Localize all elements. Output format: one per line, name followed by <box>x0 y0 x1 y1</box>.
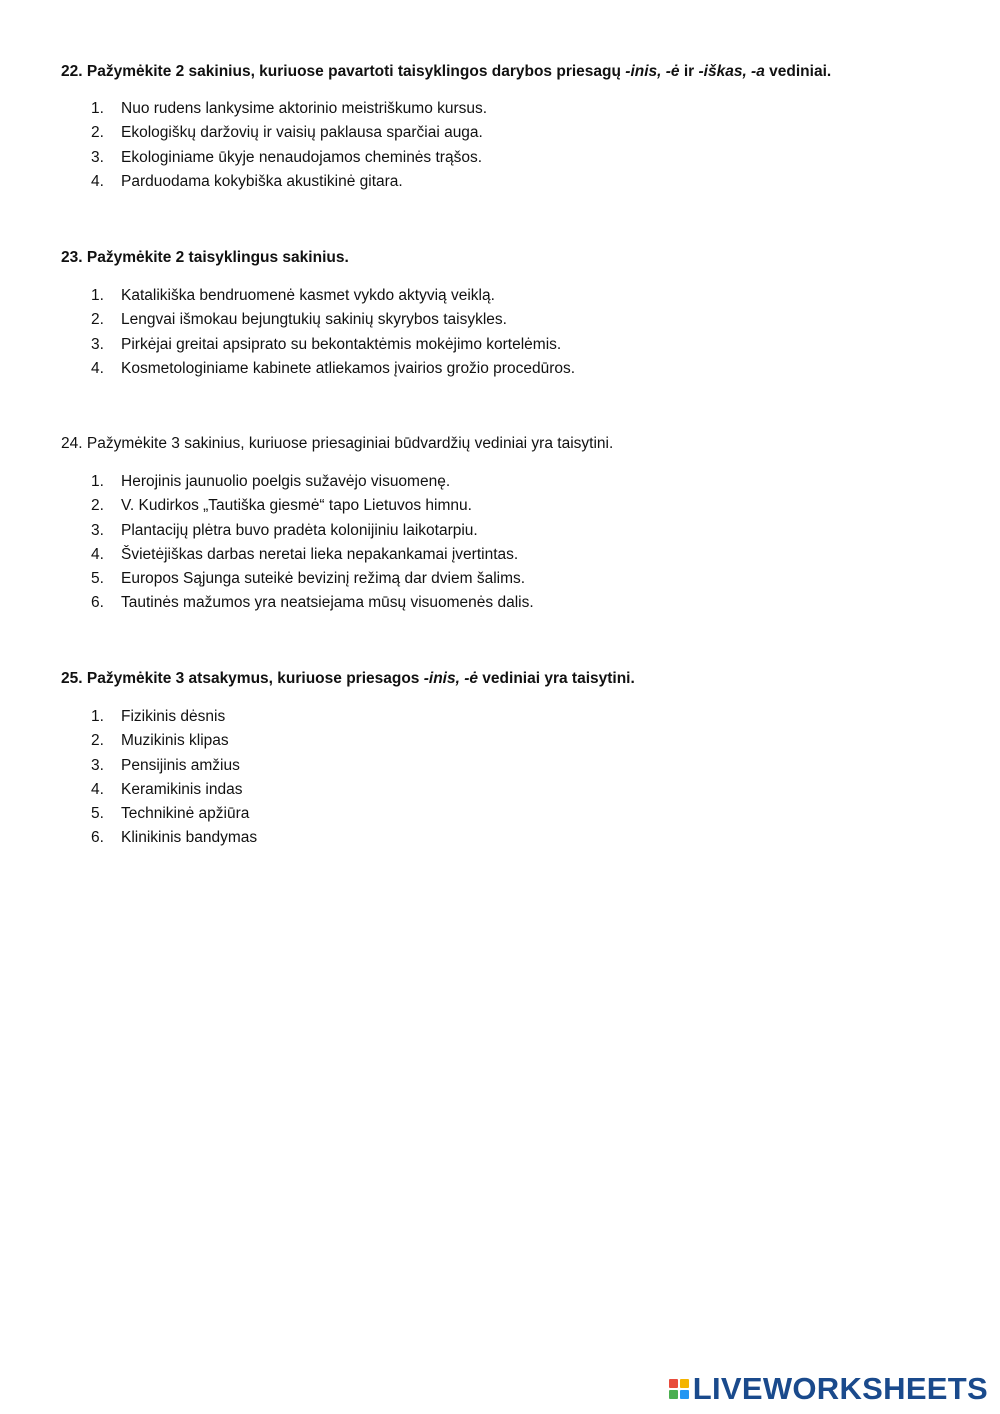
question-23-options <box>91 284 575 381</box>
option-number: 1. <box>91 708 104 725</box>
logo-square <box>680 1390 689 1399</box>
option-number: 2. <box>91 124 104 142</box>
question-25-options <box>91 705 257 851</box>
option-item <box>91 308 575 332</box>
option-item <box>91 729 257 753</box>
question-text: vediniai. <box>764 63 832 80</box>
question-22-heading <box>61 62 940 82</box>
option-text: Kosmetologiniame kabinete atliekamos įvairios grožio procedūros. <box>121 359 576 377</box>
liveworksheets-logo <box>669 1372 988 1406</box>
option-item <box>91 284 575 308</box>
option-text: Tautinės mažumos yra neatsiejama mūsų visuomenės dalis. <box>121 594 534 612</box>
option-number: 6. <box>91 829 104 847</box>
question-suffix: -inis, -ė <box>423 670 478 687</box>
option-number: 1. <box>91 473 104 490</box>
option-item <box>91 357 575 381</box>
option-number: 3. <box>91 335 104 353</box>
question-text: Pažymėkite 2 sakinius, kuriuose pavartoti taisyklingos darybos priesagų <box>82 63 626 80</box>
option-text: Fizikinis dėsnis <box>121 708 226 725</box>
option-item <box>91 705 257 729</box>
option-text: Muzikinis klipas <box>121 732 229 750</box>
option-item <box>91 494 534 518</box>
option-number: 4. <box>91 545 104 563</box>
question-text: Pažymėkite 2 taisyklingus sakinius. <box>82 249 349 266</box>
option-text: V. Kudirkos „Tautiška giesmė“ tapo Lietuvos himnu. <box>121 497 472 515</box>
option-item <box>91 333 575 357</box>
option-item <box>91 170 487 194</box>
question-22-options <box>91 97 487 194</box>
option-text: Lengvai išmokau bejungtukių sakinių skyrybos taisykles. <box>121 311 507 329</box>
option-item <box>91 591 534 615</box>
option-item <box>91 470 534 494</box>
option-item <box>91 754 257 778</box>
question-24-options <box>91 470 534 616</box>
option-text: Švietėjiškas darbas neretai lieka nepakankamai įvertintas. <box>121 545 519 563</box>
option-number: 5. <box>91 570 104 588</box>
option-item <box>91 146 487 170</box>
option-text: Klinikinis bandymas <box>121 829 258 847</box>
question-number: 23. <box>61 249 83 266</box>
question-text: Pažymėkite 3 sakinius, kuriuose priesaginiai būdvardžių vediniai yra taisytini. <box>82 435 614 452</box>
question-25-heading <box>61 669 940 689</box>
question-24-heading <box>61 434 940 454</box>
option-text: Ekologiniame ūkyje nenaudojamos cheminės trąšos. <box>121 148 483 166</box>
option-number: 3. <box>91 756 104 774</box>
option-item <box>91 567 534 591</box>
option-text: Katalikiška bendruomenė kasmet vykdo aktyvią veiklą. <box>121 287 495 304</box>
option-number: 3. <box>91 521 104 539</box>
option-text: Europos Sąjunga suteikė bevizinį režimą dar dviem šalims. <box>121 570 526 588</box>
logo-square <box>669 1390 678 1399</box>
option-text: Plantacijų plėtra buvo pradėta kolonijiniu laikotarpiu. <box>121 521 478 539</box>
logo-text: LIVEWORKSHEETS <box>692 1371 988 1406</box>
option-item <box>91 778 257 802</box>
option-item <box>91 826 257 850</box>
option-number: 6. <box>91 594 104 612</box>
option-number: 4. <box>91 780 104 798</box>
question-suffix: -inis, -ė <box>625 63 680 80</box>
option-text: Ekologiškų daržovių ir vaisių paklausa sparčiai auga. <box>121 124 483 142</box>
logo-square <box>680 1379 689 1388</box>
option-text: Keramikinis indas <box>121 780 243 798</box>
option-number: 1. <box>91 287 104 304</box>
question-number: 22. <box>61 63 83 80</box>
logo-square <box>669 1379 678 1388</box>
option-item <box>91 519 534 543</box>
option-number: 2. <box>91 311 104 329</box>
option-item <box>91 802 257 826</box>
logo-mark-icon <box>669 1379 689 1399</box>
option-text: Nuo rudens lankysime aktorinio meistriškumo kursus. <box>121 100 488 117</box>
option-text: Technikinė apžiūra <box>121 805 250 823</box>
option-number: 1. <box>91 100 104 117</box>
option-text: Pensijinis amžius <box>121 756 240 774</box>
option-number: 3. <box>91 148 104 166</box>
option-item <box>91 543 534 567</box>
question-number: 24. <box>61 435 83 452</box>
option-number: 5. <box>91 805 104 823</box>
option-number: 2. <box>91 497 104 515</box>
option-text: Herojinis jaunuolio poelgis sužavėjo visuomenę. <box>121 473 451 490</box>
question-text: ir <box>679 63 699 80</box>
option-item <box>91 97 487 121</box>
question-suffix: -iškas, -a <box>698 63 765 80</box>
option-number: 4. <box>91 172 104 190</box>
question-23-heading <box>61 248 940 268</box>
option-number: 4. <box>91 359 104 377</box>
question-text: Pažymėkite 3 atsakymus, kuriuose priesagos <box>82 670 424 687</box>
option-number: 2. <box>91 732 104 750</box>
option-text: Pirkėjai greitai apsiprato su bekontaktėmis mokėjimo kortelėmis. <box>121 335 562 353</box>
option-item <box>91 121 487 145</box>
question-text: vediniai yra taisytini. <box>478 670 635 687</box>
option-text: Parduodama kokybiška akustikinė gitara. <box>121 172 403 190</box>
question-number: 25. <box>61 670 83 687</box>
